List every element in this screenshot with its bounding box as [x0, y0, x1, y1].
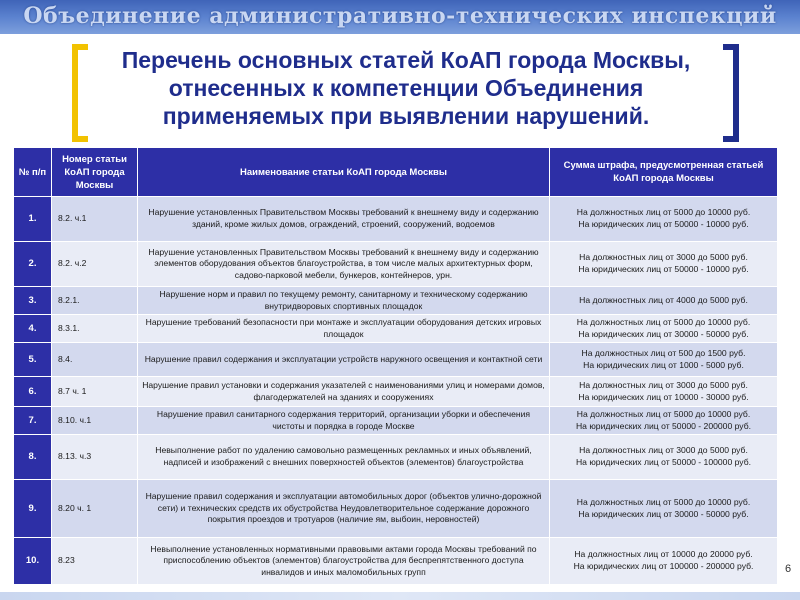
heading-line-3: применяемых при выявлении нарушений.	[162, 103, 650, 129]
fine-officials: На должностных лиц от 10000 до 20000 руб.	[574, 549, 753, 560]
fine-officials: На должностных лиц от 5000 до 10000 руб.	[576, 408, 751, 419]
header-num: № п/п	[14, 148, 52, 197]
fine-legal-entities: На юридических лиц от 50000 - 100000 руб.	[575, 457, 752, 467]
fine-legal-entities: На юридических лиц от 30000 - 50000 руб.	[578, 328, 749, 339]
row-article: 8.2. ч.2	[52, 242, 138, 287]
bottom-band	[0, 592, 800, 600]
row-fine	[550, 435, 778, 480]
fine-officials: На должностных лиц от 5000 до 10000 руб.	[576, 496, 751, 507]
row-fine	[550, 407, 778, 435]
row-num: 3.	[14, 287, 52, 315]
row-num: 8.	[14, 435, 52, 480]
table-row	[14, 480, 778, 538]
row-fine	[550, 343, 778, 377]
table-row	[14, 435, 778, 480]
header-article: Номер статьи КоАП города Москвы	[52, 148, 138, 197]
row-num: 5.	[14, 343, 52, 377]
row-name: Невыполнение установленных нормативными правовыми актами города Москвы требований по приспособлению объектов (элементов) благоустройства для беспрепятственного доступа инвалидов и иных маломобильных групп	[138, 538, 550, 585]
row-article: 8.10. ч.1	[52, 407, 138, 435]
header-fine: Сумма штрафа, предусмотренная статьей КоАП города Москвы	[550, 148, 778, 197]
row-fine	[550, 538, 778, 585]
row-num: 10.	[14, 538, 52, 585]
row-name: Нарушение правил установки и содержания указателей с наименованиями улиц и номерами домов, флагодержателей на зданиях и сооружениях	[138, 377, 550, 407]
articles-table	[13, 147, 778, 585]
fine-officials: На должностных лиц от 3000 до 5000 руб.	[579, 379, 748, 390]
fine-legal-entities: На юридических лиц от 50000 - 10000 руб.	[578, 219, 749, 229]
row-article: 8.20 ч. 1	[52, 480, 138, 538]
row-num: 6.	[14, 377, 52, 407]
row-article: 8.23	[52, 538, 138, 585]
right-bracket-decoration	[723, 44, 739, 142]
row-article: 8.7 ч. 1	[52, 377, 138, 407]
row-article: 8.2.1.	[52, 287, 138, 315]
header-name: Наименование статьи КоАП города Москвы	[138, 148, 550, 197]
row-name: Нарушение правил содержания и эксплуатации автомобильных дорог (объектов улично-дорожной сети) и технических средств их обустройства Неудовлетворительное содержание дорожного покрытия проездов и тротуаров (наличие ям, выбоин, неровностей)	[138, 480, 550, 538]
table-row	[14, 315, 778, 343]
organization-title: Объединение административно-технических инспекций	[23, 3, 777, 29]
table-row	[14, 407, 778, 435]
row-num: 2.	[14, 242, 52, 287]
row-article: 8.3.1.	[52, 315, 138, 343]
row-article: 8.2. ч.1	[52, 197, 138, 242]
row-num: 9.	[14, 480, 52, 538]
table-row	[14, 287, 778, 315]
fine-legal-entities: На юридических лиц от 10000 - 30000 руб.	[578, 391, 749, 402]
row-num: 4.	[14, 315, 52, 343]
row-num: 7.	[14, 407, 52, 435]
row-article: 8.13. ч.3	[52, 435, 138, 480]
row-name: Нарушение правил содержания и эксплуатации устройств наружного освещения и контактной сети	[138, 343, 550, 377]
row-name: Невыполнение работ по удалению самовольно размещенных рекламных и иных объявлений, надписей и изображений с внешних поверхностей объектов (элементов) благоустройства	[138, 435, 550, 480]
table-row	[14, 538, 778, 585]
row-name: Нарушение правил санитарного содержания территорий, организации уборки и обеспечения чистоты и порядка в городе Москве	[138, 407, 550, 435]
fine-officials: На должностных лиц от 500 до 1500 руб.	[581, 347, 746, 358]
left-bracket-decoration	[72, 44, 88, 142]
fine-officials: На должностных лиц от 5000 до 10000 руб.	[576, 207, 751, 218]
table-row	[14, 197, 778, 242]
fine-legal-entities: На юридических лиц от 100000 - 200000 руб.	[573, 561, 754, 571]
table-header-row	[14, 148, 778, 197]
heading-line-2: отнесенных к компетенции Объединения	[168, 75, 644, 101]
row-name: Нарушение установленных Правительством Москвы требований к внешнему виду и содержанию зданий, кроме жилых домов, ограждений, строений, сооружений, водоемов	[138, 197, 550, 242]
slide-heading	[96, 46, 716, 130]
row-fine	[550, 287, 778, 315]
fine-officials: На должностных лиц от 4000 до 5000 руб.	[579, 294, 748, 305]
fine-legal-entities: На юридических лиц от 1000 - 5000 руб.	[583, 359, 744, 370]
fine-officials: На должностных лиц от 3000 до 5000 руб.	[579, 445, 748, 456]
fine-officials: На должностных лиц от 3000 до 5000 руб.	[579, 252, 748, 263]
fine-legal-entities: На юридических лиц от 50000 - 10000 руб.	[578, 264, 749, 274]
row-num: 1.	[14, 197, 52, 242]
table-row	[14, 377, 778, 407]
row-article: 8.4.	[52, 343, 138, 377]
fine-legal-entities: На юридических лиц от 30000 - 50000 руб.	[578, 508, 749, 519]
row-name: Нарушение установленных Правительством Москвы требований к внешнему виду и содержанию элементов оборудования объектов благоустройства, в том числе малых архитектурных форм, садово-парковой мебели, бункеров, контейнеров, урн.	[138, 242, 550, 287]
heading-line-1: Перечень основных статей КоАП города Москвы,	[121, 47, 691, 73]
table-row	[14, 343, 778, 377]
row-name: Нарушение норм и правил по текущему ремонту, санитарному и техническому содержанию внутридворовых спортивных площадок	[138, 287, 550, 315]
table-row	[14, 242, 778, 287]
row-fine	[550, 315, 778, 343]
row-fine	[550, 197, 778, 242]
page-number: 6	[785, 563, 792, 575]
row-name: Нарушение требований безопасности при монтаже и эксплуатации оборудования детских игровых площадок	[138, 315, 550, 343]
fine-legal-entities: На юридических лиц от 50000 - 200000 руб.	[575, 420, 752, 431]
row-fine	[550, 377, 778, 407]
row-fine	[550, 242, 778, 287]
fine-officials: На должностных лиц от 5000 до 10000 руб.	[576, 316, 751, 327]
row-fine	[550, 480, 778, 538]
